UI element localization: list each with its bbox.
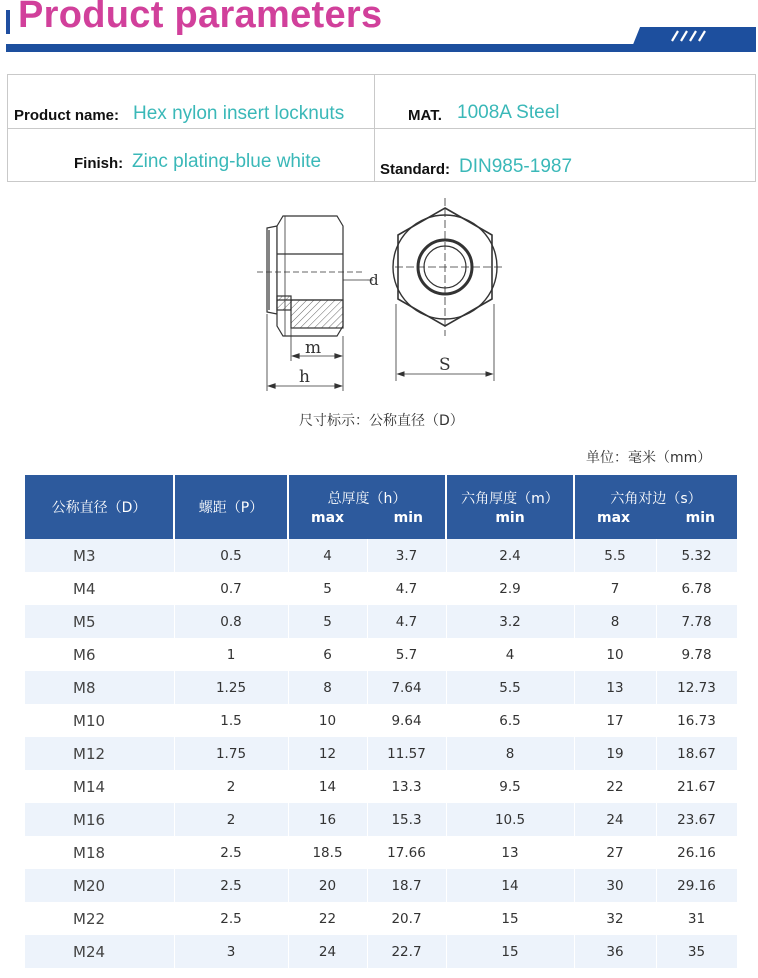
- cell-size: M14: [25, 770, 174, 803]
- cell-size: M3: [25, 539, 174, 572]
- cell-size: M20: [25, 869, 174, 902]
- cell-pitch: 1.5: [174, 704, 288, 737]
- table-body: [25, 539, 737, 968]
- cell-pitch: 2.5: [174, 836, 288, 869]
- cell-s-max: 13: [574, 671, 656, 704]
- header-h-label: 总厚度（h）: [327, 491, 407, 507]
- cell-pitch: 3: [174, 935, 288, 968]
- cell-size: M24: [25, 935, 174, 968]
- page-title: Product parameters: [18, 0, 383, 36]
- table-row: [25, 737, 737, 770]
- cell-s-min: 7.78: [656, 605, 737, 638]
- cell-m-min: 3.2: [446, 605, 574, 638]
- table-row: [25, 638, 737, 671]
- cell-m-min: 8: [446, 737, 574, 770]
- cell-size: M16: [25, 803, 174, 836]
- table-row: [25, 704, 737, 737]
- cell-s-min: 31: [656, 902, 737, 935]
- header-m: [446, 475, 574, 539]
- cell-s-max: 19: [574, 737, 656, 770]
- cell-s-min: 9.78: [656, 638, 737, 671]
- finish-value: Zinc plating-blue white: [132, 151, 322, 172]
- cell-h-max: 18.5: [288, 836, 367, 869]
- cell-pitch: 1: [174, 638, 288, 671]
- table-row: [25, 539, 737, 572]
- standard-label: Standard:: [380, 161, 451, 178]
- cell-pitch: 2: [174, 803, 288, 836]
- header-s: [574, 475, 737, 539]
- cell-h-max: 24: [288, 935, 367, 968]
- cell-h-max: 16: [288, 803, 367, 836]
- diagram-label-d: d: [369, 271, 379, 289]
- product-name-value: Hex nylon insert locknuts: [133, 103, 345, 124]
- table-header-row: [25, 475, 737, 539]
- header-m-label: 六角厚度（m）: [461, 491, 559, 507]
- cell-size: M8: [25, 671, 174, 704]
- cell-s-max: 5.5: [574, 539, 656, 572]
- cell-h-max: 12: [288, 737, 367, 770]
- diagram-label-h: h: [299, 367, 310, 387]
- cell-pitch: 0.8: [174, 605, 288, 638]
- table-row: [25, 836, 737, 869]
- cell-s-max: 32: [574, 902, 656, 935]
- cell-s-min: 6.78: [656, 572, 737, 605]
- mat-value: 1008A Steel: [457, 102, 560, 123]
- cell-h-min: 17.66: [367, 836, 446, 869]
- standard-value: DIN985-1987: [459, 156, 573, 177]
- cell-s-min: 23.67: [656, 803, 737, 836]
- cell-s-min: 5.32: [656, 539, 737, 572]
- table-row: [25, 803, 737, 836]
- cell-m-min: 5.5: [446, 671, 574, 704]
- cell-h-min: 5.7: [367, 638, 446, 671]
- finish-label: Finish:: [74, 155, 124, 172]
- info-divider-horizontal: [8, 128, 755, 129]
- table-row: [25, 671, 737, 704]
- cell-h-max: 6: [288, 638, 367, 671]
- cell-s-max: 8: [574, 605, 656, 638]
- table-row: [25, 935, 737, 968]
- header-s-label: 六角对边（s）: [610, 491, 702, 507]
- product-info-box: [7, 74, 756, 182]
- cell-s-max: 22: [574, 770, 656, 803]
- cell-size: M4: [25, 572, 174, 605]
- cell-s-max: 24: [574, 803, 656, 836]
- cell-size: M5: [25, 605, 174, 638]
- cell-size: M18: [25, 836, 174, 869]
- cell-pitch: 1.75: [174, 737, 288, 770]
- cell-pitch: 0.5: [174, 539, 288, 572]
- cell-h-max: 8: [288, 671, 367, 704]
- table-row: [25, 770, 737, 803]
- cell-h-min: 4.7: [367, 572, 446, 605]
- unit-note: 单位：毫米（mm）: [586, 450, 712, 466]
- locknut-diagram: [255, 196, 515, 396]
- cell-s-max: 17: [574, 704, 656, 737]
- header-h-max: max: [311, 510, 345, 526]
- cell-m-min: 2.9: [446, 572, 574, 605]
- cell-h-min: 15.3: [367, 803, 446, 836]
- cell-m-min: 9.5: [446, 770, 574, 803]
- cell-s-min: 18.67: [656, 737, 737, 770]
- cell-h-min: 4.7: [367, 605, 446, 638]
- cell-s-min: 35: [656, 935, 737, 968]
- cell-pitch: 2.5: [174, 869, 288, 902]
- table-row: [25, 869, 737, 902]
- header-size: 公称直径（D）: [25, 475, 174, 539]
- cell-pitch: 2.5: [174, 902, 288, 935]
- cell-size: M10: [25, 704, 174, 737]
- cell-h-min: 13.3: [367, 770, 446, 803]
- cell-s-max: 30: [574, 869, 656, 902]
- header-pitch: 螺距（P）: [174, 475, 288, 539]
- cell-s-min: 29.16: [656, 869, 737, 902]
- cell-s-min: 12.73: [656, 671, 737, 704]
- cell-s-min: 16.73: [656, 704, 737, 737]
- cell-h-min: 20.7: [367, 902, 446, 935]
- title-accent-bar: [6, 10, 10, 34]
- stripes-decoration: [666, 29, 726, 43]
- cell-m-min: 2.4: [446, 539, 574, 572]
- spec-table: [25, 475, 738, 968]
- product-name-label: Product name:: [14, 107, 120, 124]
- cell-h-min: 22.7: [367, 935, 446, 968]
- table-row: [25, 902, 737, 935]
- cell-h-min: 11.57: [367, 737, 446, 770]
- cell-m-min: 6.5: [446, 704, 574, 737]
- diagram-caption: 尺寸标示：公称直径（D）: [299, 413, 464, 429]
- cell-m-min: 15: [446, 935, 574, 968]
- cell-pitch: 2: [174, 770, 288, 803]
- cell-h-max: 14: [288, 770, 367, 803]
- header-h: [288, 475, 446, 539]
- diagram-label-s: S: [439, 355, 451, 375]
- cell-h-max: 10: [288, 704, 367, 737]
- cell-m-min: 10.5: [446, 803, 574, 836]
- cell-s-max: 10: [574, 638, 656, 671]
- cell-h-min: 3.7: [367, 539, 446, 572]
- diagram-label-m: m: [305, 338, 322, 358]
- cell-m-min: 14: [446, 869, 574, 902]
- cell-m-min: 15: [446, 902, 574, 935]
- header-s-min: min: [685, 510, 715, 526]
- header-h-min: min: [393, 510, 423, 526]
- cell-m-min: 13: [446, 836, 574, 869]
- cell-s-max: 27: [574, 836, 656, 869]
- header-divider: [6, 44, 756, 52]
- cell-s-min: 26.16: [656, 836, 737, 869]
- mat-label: MAT.: [408, 107, 442, 124]
- cell-s-min: 21.67: [656, 770, 737, 803]
- cell-h-min: 7.64: [367, 671, 446, 704]
- top-view: [393, 198, 503, 381]
- cell-h-max: 5: [288, 572, 367, 605]
- header-m-min: min: [495, 510, 525, 526]
- cell-h-max: 22: [288, 902, 367, 935]
- cell-s-max: 36: [574, 935, 656, 968]
- cell-h-max: 20: [288, 869, 367, 902]
- table-row: [25, 605, 737, 638]
- cell-size: M12: [25, 737, 174, 770]
- cell-size: M6: [25, 638, 174, 671]
- cell-h-max: 5: [288, 605, 367, 638]
- cell-pitch: 0.7: [174, 572, 288, 605]
- cell-m-min: 4: [446, 638, 574, 671]
- header-s-max: max: [597, 510, 631, 526]
- cell-h-max: 4: [288, 539, 367, 572]
- cell-h-min: 18.7: [367, 869, 446, 902]
- side-view: [257, 216, 373, 391]
- table-row: [25, 572, 737, 605]
- cell-size: M22: [25, 902, 174, 935]
- cell-pitch: 1.25: [174, 671, 288, 704]
- cell-h-min: 9.64: [367, 704, 446, 737]
- cell-s-max: 7: [574, 572, 656, 605]
